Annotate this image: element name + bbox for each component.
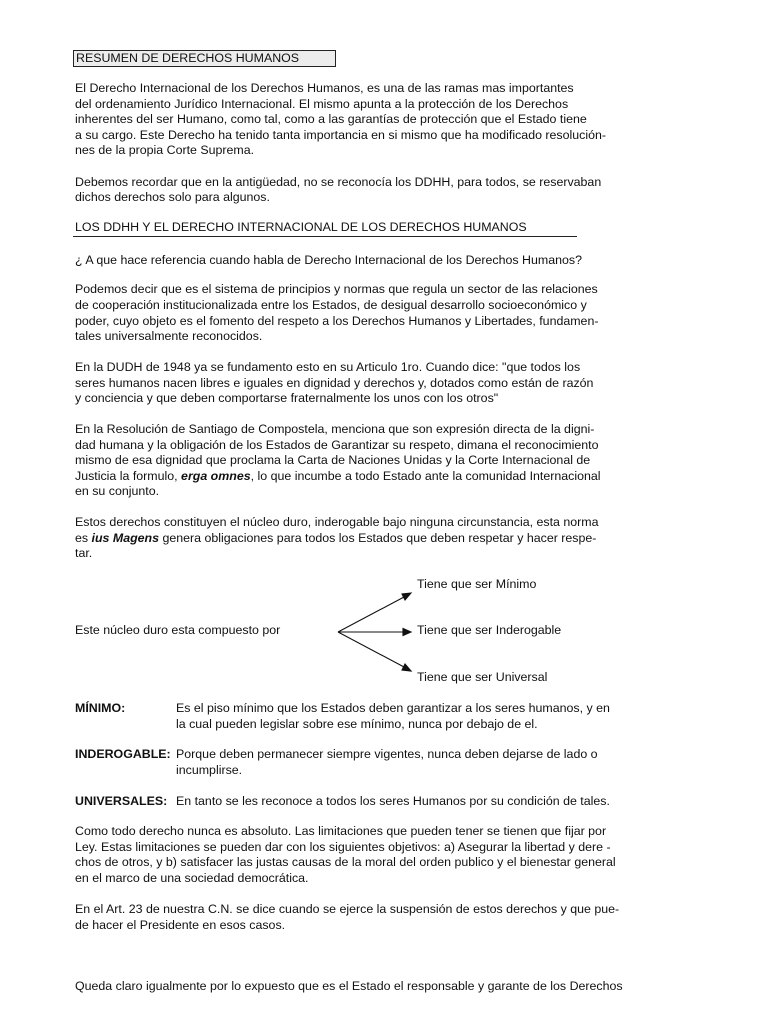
paragraph-5-line-2: dad humana y la obligación de los Estados de Garantizar su respeto, dimana el reconocimiento <box>75 438 599 452</box>
paragraph-4-line-3: y conciencia y que deben comportarse fraternalmente los unos con los otros" <box>75 391 499 405</box>
term-minimo: MÍNIMO: <box>75 701 126 715</box>
paragraph-8-line-2: de hacer el Presidente en esos casos. <box>75 918 286 932</box>
term-universales: UNIVERSALES: <box>75 794 168 808</box>
arrow-to-minimo <box>338 597 404 632</box>
branch-minimo: Tiene que ser Mínimo <box>417 577 537 591</box>
term-inderogable: INDEROGABLE: <box>75 747 171 761</box>
paragraph-7-line-3: chos de otros, y b) satisfacer las justas causas de la moral del orden publico y el bienestar general <box>75 855 616 869</box>
paragraph-3-line-3: poder, cuyo objeto es el fomento del respeto a los Derechos Humanos y Libertades, fundamen- <box>75 314 599 328</box>
paragraph-2-line-1: Debemos recordar que en la antigüedad, no se reconocía los DDHH, para todos, se reservaban <box>75 175 602 189</box>
paragraph-9-line-1: Queda claro igualmente por lo expuesto que es el Estado el responsable y garante de los Derechos <box>75 979 623 993</box>
definition-inderogable-line-1: Porque deben permanecer siempre vigentes, nunca deben dejarse de lado o <box>176 747 598 761</box>
arrowhead-universal <box>402 664 411 671</box>
paragraph-1-line-2: del ordenamiento Jurídico Internacional. El mismo apunta a la protección de los Derechos <box>75 97 569 111</box>
branch-inderogable: Tiene que ser Inderogable <box>417 623 562 637</box>
paragraph-7-line-2: Ley. Estas limitaciones se pueden dar con los siguientes objetivos: a) Asegurar la libertad y dere - <box>75 840 611 854</box>
paragraph-5-line-4-start: Justicia la formulo, <box>75 469 182 483</box>
paragraph-2-line-2: dichos derechos solo para algunos. <box>75 190 270 204</box>
paragraph-8-line-1: En el Art. 23 de nuestra C.N. se dice cuando se ejerce la suspensión de estos derechos y que pue- <box>75 902 620 916</box>
definition-minimo-line-1: Es el piso mínimo que los Estados deben garantizar a los seres humanos, y en <box>176 701 610 715</box>
definition-minimo-line-2: la cual pueden legislar sobre ese mínimo, nunca por debajo de el. <box>176 717 538 731</box>
paragraph-3-line-1: Podemos decir que es el sistema de principios y normas que regula un sector de las relaciones <box>75 282 598 296</box>
arrowhead-inderogable <box>403 629 411 636</box>
paragraph-6-line-3: tar. <box>75 546 93 560</box>
paragraph-7-line-1: Como todo derecho nunca es absoluto. Las limitaciones que pueden tener se tienen que fijar por <box>75 824 607 838</box>
document-title: RESUMEN DE DERECHOS HUMANOS <box>76 51 300 65</box>
branch-universal: Tiene que ser Universal <box>417 670 548 684</box>
paragraph-5-line-3: mismo de esa dignidad que proclama la Carta de Naciones Unidas y la Corte Internacional de <box>75 453 591 467</box>
definition-universales-line-1: En tanto se les reconoce a todos los seres Humanos por su condición de tales. <box>176 794 610 808</box>
paragraph-3-line-4: tales universalmente reconocidos. <box>75 329 263 343</box>
paragraph-4-line-1: En la DUDH de 1948 ya se fundamento esto en su Articulo 1ro. Cuando dice: "que todos los <box>75 360 581 374</box>
ius-magens-term: ius Magens <box>91 531 160 545</box>
paragraph-5-line-5: en su conjunto. <box>75 484 160 498</box>
erga-omnes-term: erga omnes <box>181 469 251 483</box>
paragraph-7-line-4: en el marco de una sociedad democrática. <box>75 871 309 885</box>
paragraph-5-line-1: En la Resolución de Santiago de Compostela, menciona que son expresión directa de la digni- <box>75 422 595 436</box>
definition-inderogable-line-2: incumplirse. <box>176 763 243 777</box>
paragraph-6-line-2-start: es <box>75 531 92 545</box>
paragraph-6-line-2-end: genera obligaciones para todos los Estados que deben respetar y hacer respe- <box>159 531 597 545</box>
question-line: ¿ A que hace referencia cuando habla de Derecho Internacional de los Derechos Humanos? <box>75 253 582 267</box>
paragraph-5-line-4-end: , lo que incumbe a todo Estado ante la comunidad Internacional <box>250 469 601 483</box>
core-intro: Este núcleo duro esta compuesto por <box>75 623 281 637</box>
paragraph-1-line-4: a su cargo. Este Derecho ha tenido tanta importancia en si mismo que ha modificado resolución- <box>75 128 607 142</box>
paragraph-3-line-2: de cooperación institucionalizada entre los Estados, de desigual desarrollo socioeconómico y <box>75 298 587 312</box>
paragraph-6-line-1: Estos derechos constituyen el núcleo duro, inderogable bajo ninguna circunstancia, esta norma <box>75 515 599 529</box>
paragraph-1-line-3: inherentes del ser Humano, como tal, como a las garantías de protección que el Estado tiene <box>75 112 587 126</box>
arrow-to-universal <box>338 632 404 667</box>
paragraph-1-line-1: El Derecho Internacional de los Derechos Humanos, es una de las ramas mas importantes <box>75 81 574 95</box>
section-heading: LOS DDHH Y EL DERECHO INTERNACIONAL DE LOS DERECHOS HUMANOS <box>75 220 527 234</box>
arrowhead-minimo <box>402 593 411 600</box>
paragraph-1-line-5: nes de la propia Corte Suprema. <box>75 143 255 157</box>
paragraph-4-line-2: seres humanos nacen libres e iguales en dignidad y derechos y, dotados como están de razón <box>75 376 594 390</box>
